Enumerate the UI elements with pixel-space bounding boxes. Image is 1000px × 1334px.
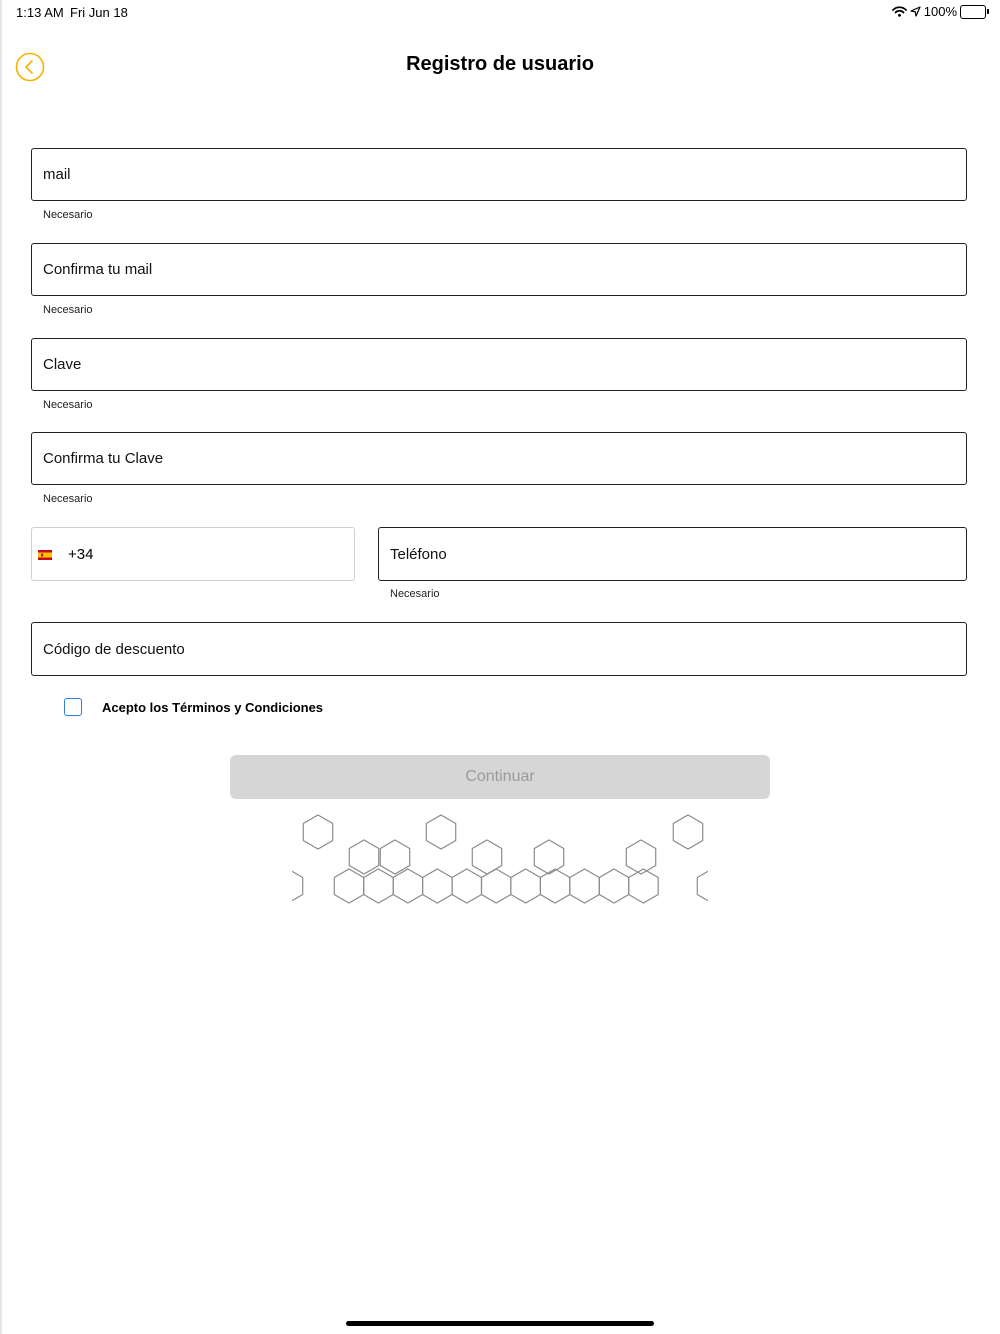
password-input[interactable] bbox=[32, 339, 966, 390]
phone-helper-text: Necesario bbox=[390, 588, 440, 600]
password-field[interactable] bbox=[31, 338, 967, 391]
status-bar bbox=[0, 0, 1000, 24]
battery-percentage: 100% bbox=[923, 4, 957, 19]
confirm-email-input[interactable] bbox=[32, 244, 966, 295]
page-title: Registro de usuario bbox=[406, 53, 594, 75]
phone-field[interactable] bbox=[378, 527, 967, 581]
continue-button[interactable]: Continuar bbox=[230, 755, 770, 799]
location-arrow-icon bbox=[910, 6, 921, 17]
phone-input[interactable] bbox=[379, 528, 966, 580]
screen-edge bbox=[0, 0, 2, 1334]
email-field[interactable] bbox=[31, 148, 967, 201]
home-indicator bbox=[346, 1321, 654, 1326]
terms-checkbox[interactable] bbox=[64, 698, 82, 716]
dial-code: +34 bbox=[68, 546, 94, 563]
confirm-password-helper-text: Necesario bbox=[43, 493, 93, 505]
confirm-email-field[interactable] bbox=[31, 243, 967, 296]
status-date: Fri Jun 18 bbox=[70, 5, 128, 20]
password-helper-text: Necesario bbox=[43, 399, 93, 411]
email-helper-text: Necesario bbox=[43, 209, 93, 221]
confirm-password-input[interactable] bbox=[32, 433, 966, 484]
hexagon-pattern-icon bbox=[292, 812, 708, 912]
confirm-password-field[interactable] bbox=[31, 432, 967, 485]
country-code-picker[interactable] bbox=[31, 527, 355, 581]
discount-code-input[interactable] bbox=[32, 623, 966, 675]
status-indicators bbox=[892, 4, 986, 19]
email-input[interactable] bbox=[32, 149, 966, 200]
confirm-email-helper-text: Necesario bbox=[43, 304, 93, 316]
discount-code-field[interactable] bbox=[31, 622, 967, 676]
spain-flag-icon bbox=[38, 550, 52, 560]
status-time: 1:13 AM bbox=[16, 5, 64, 20]
battery-icon bbox=[960, 5, 986, 19]
terms-label[interactable]: Acepto los Términos y Condiciones bbox=[102, 700, 324, 715]
wifi-icon bbox=[892, 6, 907, 17]
